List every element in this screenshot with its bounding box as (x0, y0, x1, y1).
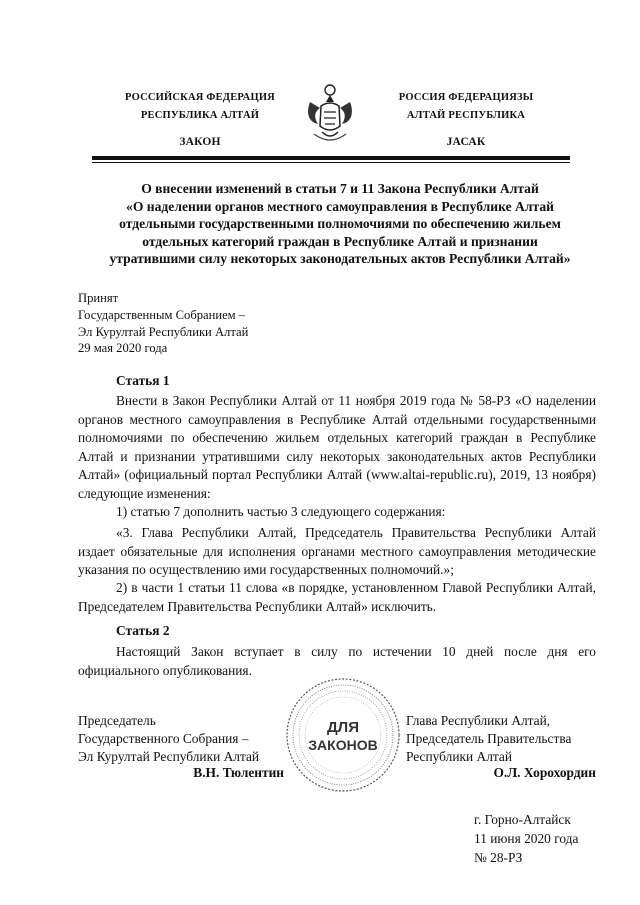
stamp-line1: ДЛЯ (327, 719, 359, 736)
signature-right-name: О.Л. Хорохордин (493, 765, 596, 780)
signature-right-line: Глава Республики Алтай, (406, 713, 551, 728)
signature-left-line: Председатель (78, 713, 156, 728)
law-title-line: О внесении изменений в статьи 7 и 11 Закона Республики Алтай (141, 181, 539, 196)
signature-left-name: В.Н. Тюлентин (193, 765, 284, 780)
header-left-line3: ЗАКОН (179, 136, 221, 148)
signature-left (78, 712, 259, 766)
altai-coat-of-arms-icon (304, 82, 356, 146)
article1-item1: 1) статью 7 дополнить частью 3 следующего содержания: (116, 504, 446, 519)
signature-left-line: Государственного Собрания – (78, 731, 249, 746)
stamp-line2: ЗАКОНОВ (308, 737, 378, 753)
footer-block (474, 810, 578, 867)
header-left-line2: РЕСПУБЛИКА АЛТАЙ (140, 110, 260, 121)
law-title-line: отдельных категорий граждан в Республике Алтай и признании (142, 233, 538, 249)
adopted-line: Государственным Собранием – (78, 307, 246, 322)
header-rule-thick (92, 156, 570, 160)
law-title-line: «О наделении органов местного самоуправления в Республике Алтай (126, 198, 554, 214)
law-title-line: отдельными государственными полномочиями по обеспечению жильем (119, 216, 561, 231)
footer-number: № 28-РЗ (474, 850, 523, 865)
law-title (80, 180, 600, 268)
adopted-line: 29 мая 2020 года (78, 341, 168, 356)
signature-left-line: Эл Курултай Республики Алтай (78, 749, 260, 764)
header-right-line3: JАСАК (446, 136, 486, 148)
article2-heading: Статья 2 (116, 623, 170, 638)
header-left-line1: РОССИЙСКАЯ ФЕДЕРАЦИЯ (125, 92, 275, 103)
article2-text: Настоящий Закон вступает в силу по истечении 10 дней после дня его официального опубликования. (78, 644, 596, 678)
article1-item2: 2) в части 1 статьи 11 слова «в порядке, установленном Главой Республики Алтай, Председателем Правительства Республики Алтай» исключить. (78, 580, 596, 614)
adopted-block (78, 290, 248, 357)
signature-right-line: Председатель Правительства (406, 731, 572, 746)
header-right-line1: РОССИЯ ФЕДЕРАЦИЯЗЫ (398, 92, 534, 103)
header-right-line2: АЛТАЙ РЕСПУБЛИКА (406, 110, 526, 121)
law-title-line: утратившими силу некоторых законодательных актов Республики Алтай» (109, 251, 571, 266)
footer-date: 11 июня 2020 года (474, 831, 579, 846)
article1-intro: Внести в Закон Республики Алтай от 11 ноября 2019 года № 58-РЗ «О наделении органов местного самоуправления в Республике Алтай отдельными государственными полномочиями по обеспечению жильем отдельных категорий граждан в Республике Алтай и признании утратившими силу некоторых законодательных актов Республики Алтай» (официальный портал Республики Алтай (www.altai-republic.ru), 2019, 13 ноября) следующие изменения: (78, 393, 596, 501)
official-stamp (284, 676, 402, 794)
article1-item1-text: «3. Глава Республики Алтай, Председатель Правительства Республики Алтай издает обязательные для исполнения органами местного самоуправления методические указания по осуществлению ими государственных полномочий.»; (78, 525, 596, 577)
article1-heading: Статья 1 (116, 373, 170, 388)
signature-right (406, 712, 571, 766)
signature-right-line: Республики Алтай (406, 749, 513, 764)
adopted-line: Эл Курултай Республики Алтай (78, 324, 249, 339)
footer-place: г. Горно-Алтайск (474, 812, 571, 827)
header-rule-thin (92, 162, 570, 163)
adopted-line: Принят (78, 291, 119, 305)
